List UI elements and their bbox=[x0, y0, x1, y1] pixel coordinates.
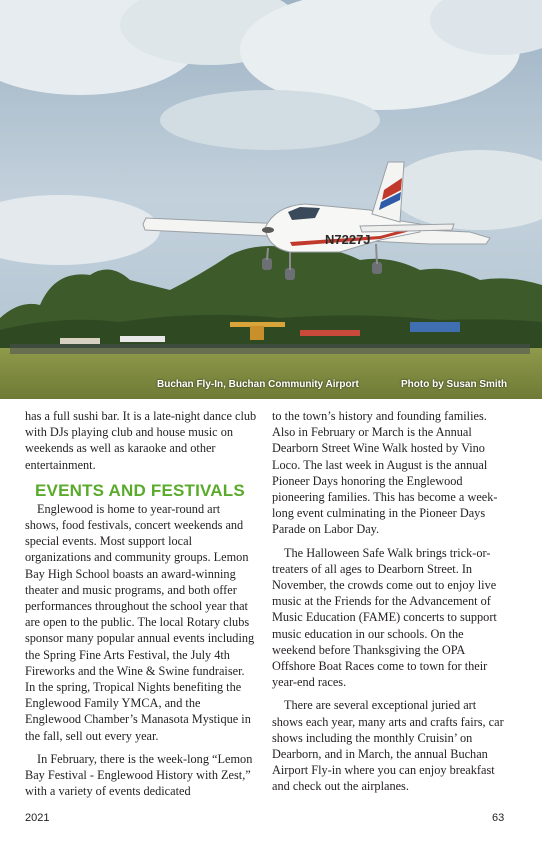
paragraph-events: Englewood is home to year-round art shows, food festivals, concert weekends and special events. Most support local organizations and community groups. Lemon Bay High School boasts an award-winning theater and music programs, and both offer performances throughout the school year that are open to the public. The local Rotary clubs sponsor many popular annual events including the Spring Fine Arts Festival, the July 4th Fireworks and the Wine & Swine fundraiser. In the spring, Tropical Nights benefiting the Englewood Family YMCA, and the Englewood Chamber’s Manasota Mystique in the fall, sell out every year. bbox=[25, 501, 255, 743]
plane-registration: N7227J bbox=[325, 232, 371, 247]
paragraph-art-shows: There are several exceptional juried art shows each year, many arts and crafts fairs, car shows including the monthly Cruisin’ on Dearborn, and in March, the annual Buchan Airport Fly-in where you can enjoy breakfast and check out the airplanes. bbox=[272, 698, 504, 794]
page-number: 63 bbox=[492, 812, 505, 824]
paragraph-february: In February, there is the week-long “Lemon Bay Festival - Englewood History with Zest,” with a variety of events dedicated bbox=[25, 751, 253, 799]
intro-paragraph: has a full sushi bar. It is a late-night dance club with DJs playing club and house music on weekends as well as karaoke and other entertainment. bbox=[25, 409, 257, 472]
paragraph-february-continued: to the town’s history and founding families. Also in February or March is the Annual Dearborn Street Wine Walk hosted by Vino Loco. The last week in August is the annual Pioneer Days honoring the Englewood pioneering families. This has become a week-long event culminating in the Pioneer Days Parade on Labor Day. bbox=[272, 409, 498, 537]
left-column bbox=[25, 408, 257, 799]
right-column bbox=[272, 408, 504, 795]
paragraph-halloween: The Halloween Safe Walk brings trick-or-treaters of all ages to Dearborn Street. In November, the crowds come out to enjoy live music at the Friends for the Advancement of Music Education (FAME) concerts to support music education in our schools. On the weekend before Thanksgiving the OPA Offshore Boat Races come to town for their year-end races. bbox=[272, 545, 497, 690]
airplane-photo-illustration bbox=[0, 0, 542, 399]
photo-caption: Buchan Fly-In, Buchan Community Airport bbox=[157, 379, 359, 390]
section-heading: EVENTS AND FESTIVALS bbox=[35, 480, 245, 500]
fly-in-photo bbox=[0, 0, 542, 399]
photo-credit: Photo by Susan Smith bbox=[401, 379, 508, 390]
footer-year: 2021 bbox=[25, 812, 50, 824]
